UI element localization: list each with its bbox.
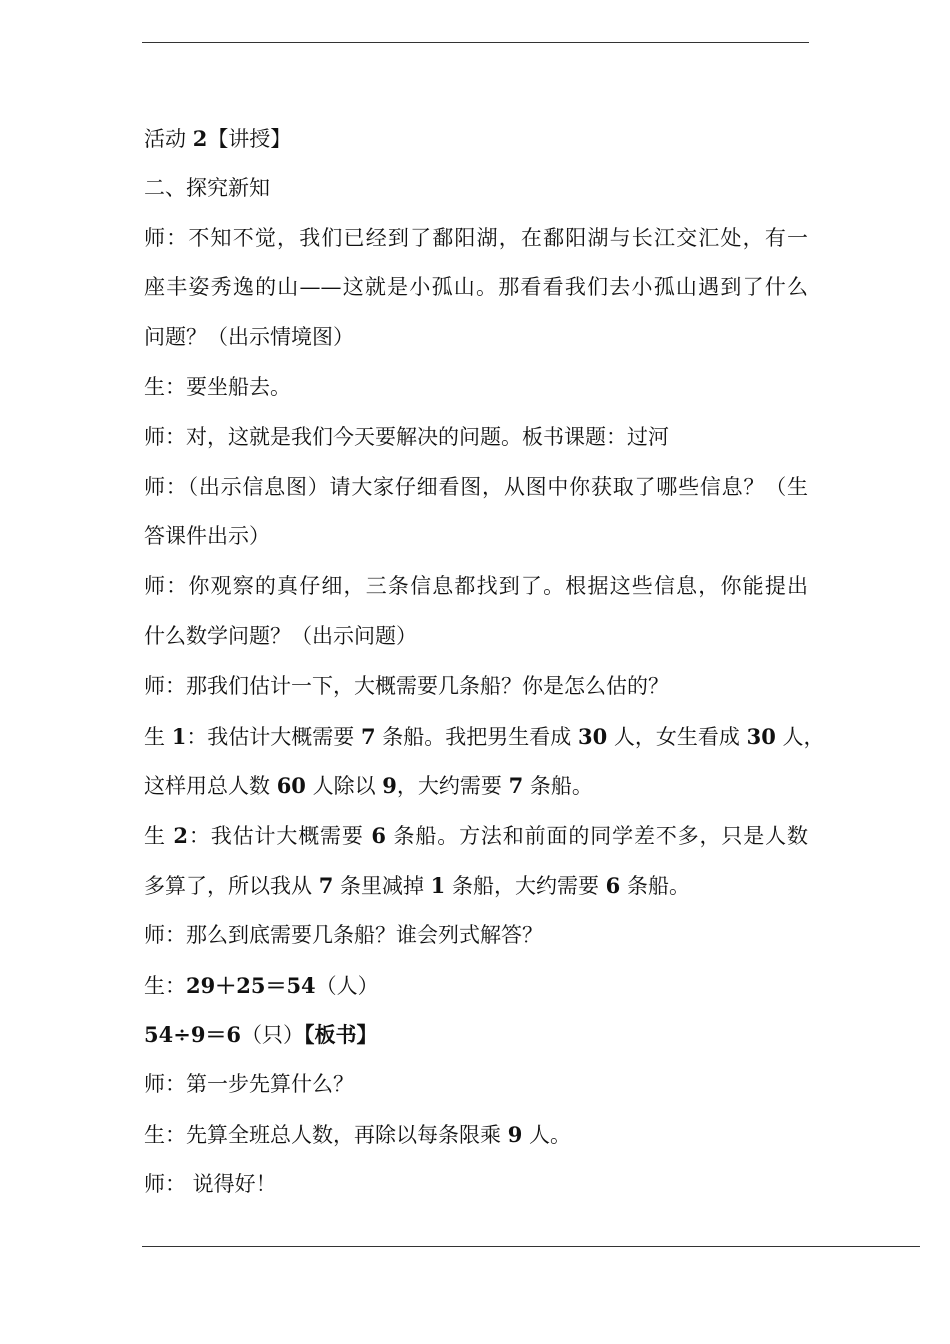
text-line xyxy=(144,512,808,562)
text-segment: 生： xyxy=(144,973,186,998)
text-line xyxy=(144,712,825,762)
text-segment: 【讲授】 xyxy=(207,127,292,151)
text-line xyxy=(144,811,808,861)
bold-text: 29＋25＝54 xyxy=(186,972,316,998)
text-segment: 条船。 xyxy=(523,774,593,799)
text-segment: 答课件出示） xyxy=(144,524,270,549)
bold-text: 2 xyxy=(192,126,208,151)
text-segment: （人） xyxy=(315,973,379,998)
text-segment: 条船。方法和前面的同学差不多，只是人数 xyxy=(385,824,808,849)
text-segment: ：我估计大概需要 xyxy=(186,724,361,749)
text-segment: 人， xyxy=(775,724,825,749)
text-segment: 师：那我们估计一下，大概需要几条船？你是怎么估的？ xyxy=(144,673,669,698)
text-segment: 人，女生看成 xyxy=(607,724,747,749)
bold-text: 2 xyxy=(173,823,189,849)
text-segment: 这样用总人数 xyxy=(144,774,277,799)
text-line xyxy=(144,562,808,612)
text-line xyxy=(144,1160,808,1210)
text-segment: 条船，大约需要 xyxy=(445,873,606,898)
text-line xyxy=(144,761,808,811)
bold-text: 6 xyxy=(371,823,386,849)
bold-text: 9 xyxy=(507,1121,523,1147)
bold-text: 6 xyxy=(605,872,621,898)
text-segment: 二、探究新知 xyxy=(144,175,270,200)
bold-text: 【板书】 xyxy=(304,1022,378,1048)
text-line xyxy=(144,313,808,363)
text-line xyxy=(144,911,808,961)
text-segment: 生：先算全班总人数，再除以每条限乘 xyxy=(144,1122,508,1147)
text-line xyxy=(144,1010,808,1060)
bold-text: 54÷9＝6 xyxy=(144,1022,242,1048)
text-segment: 生：要坐船去。 xyxy=(144,374,291,399)
text-line xyxy=(144,114,808,164)
text-segment: 什么数学问题？（出示问题） xyxy=(144,623,417,648)
text-segment: 师：不知不觉，我们已经到了鄱阳湖，在鄱阳湖与长江交汇处，有一 xyxy=(144,225,808,250)
text-segment: 人除以 xyxy=(305,774,383,799)
document-body xyxy=(144,114,825,1210)
text-line xyxy=(144,413,808,463)
text-segment: 生 xyxy=(144,824,174,849)
text-segment: 师：第一步先算什么？ xyxy=(144,1072,354,1097)
text-segment: 条里减掉 xyxy=(333,873,431,898)
text-line xyxy=(144,612,808,662)
text-line xyxy=(144,861,808,911)
text-segment: 活动 xyxy=(144,127,193,151)
bold-text: 7 xyxy=(361,723,376,749)
bold-text: 7 xyxy=(318,872,334,898)
bold-text: 1 xyxy=(430,872,446,898)
text-line xyxy=(144,214,808,264)
text-segment: 师： 说得好！ xyxy=(144,1171,277,1196)
text-segment: 生 xyxy=(144,724,172,749)
text-segment: （只） xyxy=(241,1023,305,1048)
bold-text: 30 xyxy=(746,723,776,749)
text-segment: 多算了，所以我从 xyxy=(144,873,319,898)
text-segment: 人。 xyxy=(522,1122,571,1147)
bold-text: 30 xyxy=(577,723,608,749)
text-line xyxy=(144,463,808,513)
text-segment: 师：对，这就是我们今天要解决的问题。板书课题：过河 xyxy=(144,424,669,449)
text-line xyxy=(144,263,808,313)
footer-rule xyxy=(142,1246,920,1247)
text-segment: ：我估计大概需要 xyxy=(188,824,372,849)
text-segment: 座丰姿秀逸的山——这就是小孤山。那看看我们去小孤山遇到了什么 xyxy=(144,275,808,300)
text-line xyxy=(144,363,808,413)
text-segment: 师：那么到底需要几条船？谁会列式解答？ xyxy=(144,922,543,947)
bold-text: 7 xyxy=(508,773,524,799)
text-line xyxy=(144,1060,808,1110)
text-segment: 条船。我把男生看成 xyxy=(375,724,578,749)
bold-text: 9 xyxy=(382,773,397,799)
text-line xyxy=(144,1110,808,1160)
text-segment: 师：你观察的真仔细，三条信息都找到了。根据这些信息，你能提出 xyxy=(144,574,808,599)
text-segment: 条船。 xyxy=(620,873,690,898)
bold-text: 60 xyxy=(276,773,306,799)
text-segment: ，大约需要 xyxy=(396,774,509,799)
text-segment: 师：（出示信息图）请大家仔细看图，从图中你获取了哪些信息？（生 xyxy=(144,474,808,499)
text-line xyxy=(144,164,808,214)
text-segment: 问题？（出示情境图） xyxy=(144,325,354,350)
bold-text: 1 xyxy=(171,723,187,749)
text-line xyxy=(144,662,808,712)
text-line xyxy=(144,961,808,1011)
header-rule xyxy=(142,42,809,43)
